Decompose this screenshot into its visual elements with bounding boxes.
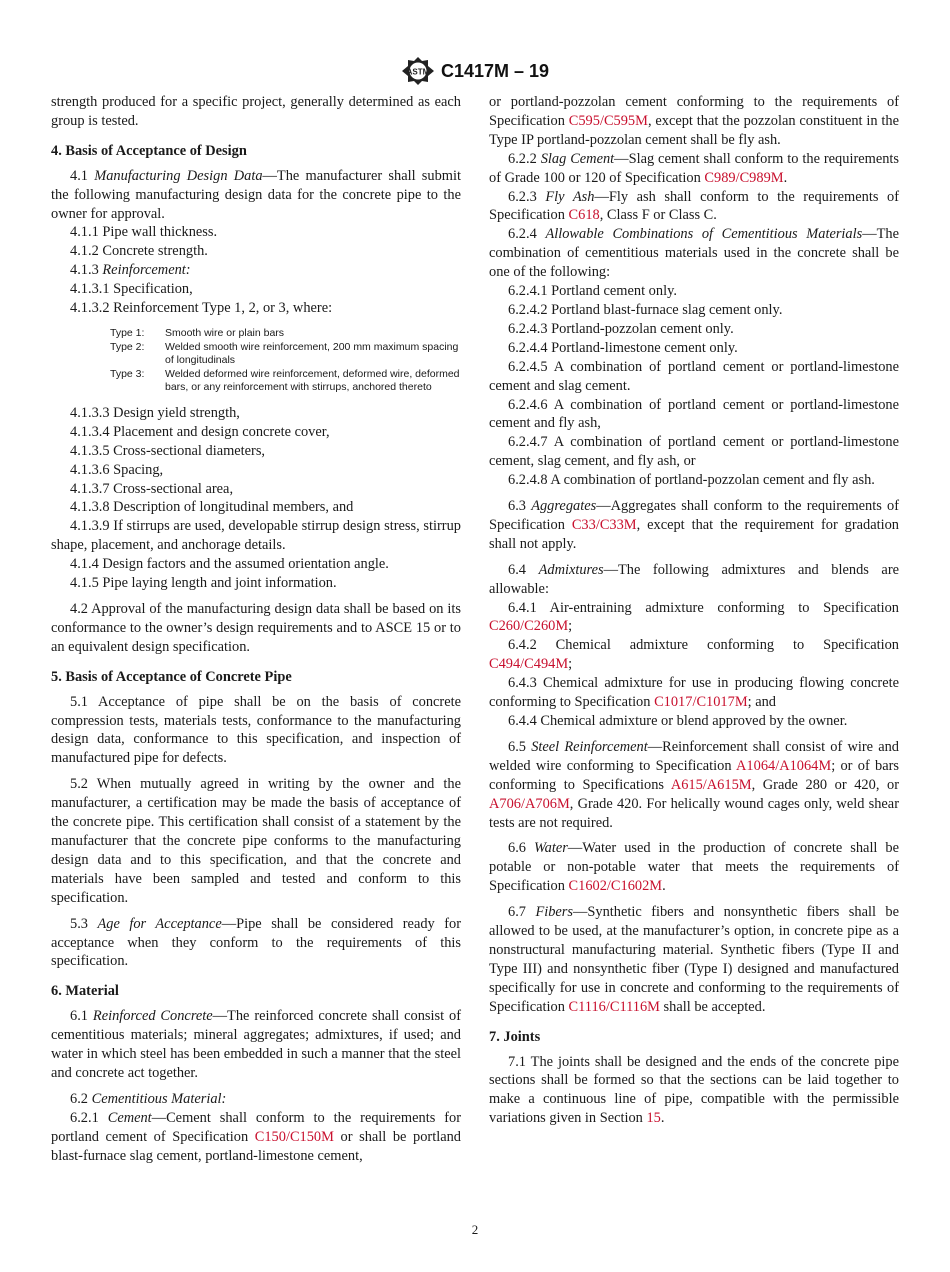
paragraph-6-5: 6.5 Steel Reinforcement—Reinforcement shall consist of wire and welded wire conforming to Specification A1064/A1064M; or of bars conforming to Specifications A615/A615M, Grade 280 or 420, or A706/A706M, Grade 420. For helically wound cages only, weld shear tests are not required.	[489, 738, 899, 831]
item-6-2-4-1: 6.2.4.1 Portland cement only.	[508, 283, 677, 300]
item-6-4-2: 6.4.2 Chemical admixture conforming to Specification C494/C494M;	[489, 637, 899, 673]
reference-link[interactable]: A706/A706M	[489, 795, 570, 812]
reference-link[interactable]: 15	[646, 1110, 661, 1127]
section-7-heading: 7. Joints	[489, 1028, 541, 1045]
section-6-heading: 6. Material	[51, 983, 119, 1000]
item-4-1-3-9: 4.1.3.9 If stirrups are used, developable stirrup design stress, stirrup shape, placement, and anchorage details.	[51, 518, 461, 554]
paragraph-6-7: 6.7 Fibers—Synthetic fibers and nonsynthetic fibers shall be allowed to be used, at the manufacturer’s option, in concrete pipe as a nonstructural manufacturing material. Synthetic fibers (Type II and Type III) and nonsynthetic fiber (Type I) designed and manufactured specifically for use in concrete and conforming to the requirements of Specification C1116/C1116M shall be accepted.	[489, 904, 899, 1015]
paragraph-5-1: 5.1 Acceptance of pipe shall be on the basis of concrete compression tests, materials tests, conformance to the manufacturing design data, conformance to this specification, and inspection of manufactured pipe for defects.	[51, 693, 461, 767]
standard-designation: C1417M – 19	[440, 60, 550, 81]
item-4-1-3-1: 4.1.3.1 Specification,	[70, 281, 193, 298]
reference-link[interactable]: C1017/C1017M	[654, 694, 748, 711]
item-6-2-4-3: 6.2.4.3 Portland-pozzolan cement only.	[508, 320, 734, 337]
item-4-1-3-5: 4.1.3.5 Cross-sectional diameters,	[70, 442, 266, 459]
left-column	[51, 93, 461, 1165]
item-6-2-4-4: 6.2.4.4 Portland-limestone cement only.	[508, 339, 738, 356]
item-6-2-4-6: 6.2.4.6 A combination of portland cement or portland-limestone cement and fly ash,	[489, 396, 899, 432]
paragraph-6-2-2: 6.2.2 Slag Cement—Slag cement shall conform to the requirements of Grade 100 or 120 of Specification C989/C989M.	[489, 150, 899, 186]
item-6-4-3: 6.4.3 Chemical admixture for use in producing flowing concrete conforming to Specification C1017/C1017M; and	[489, 675, 899, 711]
reference-link[interactable]: C494/C494M	[489, 656, 569, 673]
paragraph-7-1: 7.1 The joints shall be designed and the ends of the concrete pipe sections shall be formed so that the sections can be laid together to make a continuous line of pipe, compatible with the permissible variations given in Section 15.	[489, 1053, 899, 1127]
reference-link[interactable]: C1116/C1116M	[568, 998, 660, 1015]
item-4-1-3-8: 4.1.3.8 Description of longitudinal members, and	[70, 499, 354, 516]
paragraph-continued: or portland-pozzolan cement conforming to the requirements of Specification C595/C595M, except that the pozzolan constituent in the Type IP portland-pozzolan cement shall be fly ash.	[489, 94, 899, 148]
item-4-1-3-4: 4.1.3.4 Placement and design concrete cover,	[70, 423, 330, 440]
paragraph-continued: strength produced for a specific project, generally determined as each group is tested.	[51, 94, 461, 129]
paragraph-6-6: 6.6 Water—Water used in the production of concrete shall be potable or non-potable water that meets the requirements of Specification C1602/C1602M.	[489, 840, 899, 895]
item-6-2-4-5: 6.2.4.5 A combination of portland cement or portland-limestone cement and slag cement.	[489, 358, 899, 394]
reference-link[interactable]: C618	[568, 207, 600, 224]
paragraph-5-2: 5.2 When mutually agreed in writing by the owner and the manufacturer, a certification may be made the basis of acceptance of the concrete pipe. This certification shall consist of a statement by the manufacturer that the concrete pipe conforms to the manufacturing design data and to this specification, and that the concrete and materials have been sampled and tested and conform to this specification.	[51, 776, 461, 906]
type-description: Smooth wire or plain bars	[165, 326, 285, 339]
reference-link[interactable]: C33/C33M	[571, 516, 637, 533]
type-row	[110, 341, 461, 368]
item-4-1-5: 4.1.5 Pipe laying length and joint information.	[70, 575, 337, 592]
reference-link[interactable]: A1064/A1064M	[736, 757, 832, 774]
item-4-1-3-2: 4.1.3.2 Reinforcement Type 1, 2, or 3, where:	[70, 300, 333, 317]
section-4-heading: 4. Basis of Acceptance of Design	[51, 142, 247, 159]
page-header	[0, 56, 950, 86]
paragraph-5-3: 5.3 Age for Acceptance—Pipe shall be considered ready for acceptance when they conform to the requirements of this specification.	[51, 915, 461, 970]
paragraph-6-4: 6.4 Admixtures—The following admixtures and blends are allowable:	[489, 561, 899, 597]
reference-link[interactable]: C150/C150M	[254, 1128, 334, 1145]
item-6-4-1: 6.4.1 Air-entraining admixture conforming to Specification C260/C260M;	[489, 599, 899, 635]
item-4-1-3-7: 4.1.3.7 Cross-sectional area,	[70, 480, 234, 497]
item-4-1-3-6: 4.1.3.6 Spacing,	[70, 461, 164, 478]
item-6-2-4-8: 6.2.4.8 A combination of portland-pozzolan cement and fly ash.	[508, 472, 875, 489]
paragraph-4-2: 4.2 Approval of the manufacturing design data shall be based on its conformance to the owner’s design requirements and to ASCE 15 or to an equivalent design specification.	[51, 601, 461, 655]
paragraph-4-1: 4.1 Manufacturing Design Data—The manufacturer shall submit the following manufacturing design data for the concrete pipe to the owner for approval.	[51, 167, 461, 222]
item-4-1-3-3: 4.1.3.3 Design yield strength,	[70, 404, 240, 421]
type-label: Type 2:	[110, 340, 145, 353]
item-4-1-3: 4.1.3 Reinforcement:	[70, 262, 191, 279]
paragraph-6-2-3: 6.2.3 Fly Ash—Fly ash shall conform to the requirements of Specification C618, Class F or Class C.	[489, 188, 899, 224]
right-column	[489, 93, 899, 1128]
item-6-4-4: 6.4.4 Chemical admixture or blend approved by the owner.	[508, 713, 848, 729]
item-4-1-2: 4.1.2 Concrete strength.	[70, 243, 208, 260]
type-description: Welded smooth wire reinforcement, 200 mm maximum spacing of longitudinals	[165, 340, 459, 367]
type-row	[110, 327, 461, 341]
reference-link[interactable]: C260/C260M	[489, 618, 569, 635]
paragraph-6-3: 6.3 Aggregates—Aggregates shall conform to the requirements of Specification C33/C33M, except that the requirement for gradation shall not apply.	[489, 498, 899, 552]
reinforcement-types-list	[110, 327, 461, 395]
type-label: Type 1:	[110, 326, 145, 339]
page-number: 2	[471, 1222, 479, 1237]
type-description: Welded deformed wire reinforcement, deformed wire, deformed bars, or any reinforcement with stirrups, anchored thereto	[165, 367, 460, 394]
item-4-1-4: 4.1.4 Design factors and the assumed orientation angle.	[70, 556, 389, 573]
paragraph-6-2-1: 6.2.1 Cement—Cement shall conform to the requirements for portland cement of Specification C150/C150M or shall be portland blast-furnace slag cement, portland-limestone cement,	[51, 1109, 461, 1164]
section-5-heading: 5. Basis of Acceptance of Concrete Pipe	[51, 668, 292, 685]
type-label: Type 3:	[110, 367, 145, 380]
item-4-1-1: 4.1.1 Pipe wall thickness.	[70, 224, 218, 241]
item-6-2-4-7: 6.2.4.7 A combination of portland cement or portland-limestone cement, slag cement, and fly ash, or	[489, 434, 899, 470]
reference-link[interactable]: A615/A615M	[670, 776, 752, 793]
paragraph-6-2: 6.2 Cementitious Material:	[70, 1090, 227, 1107]
reference-link[interactable]: C989/C989M	[704, 169, 784, 186]
paragraph-6-1: 6.1 Reinforced Concrete—The reinforced concrete shall consist of cementitious materials; mineral aggregates; admixtures, if used; and water in which steel has been embedded in such a manner that the steel and concrete act together.	[51, 1008, 461, 1081]
type-row	[110, 368, 461, 395]
reference-link[interactable]: C1602/C1602M	[568, 878, 663, 895]
item-6-2-4-2: 6.2.4.2 Portland blast-furnace slag cement only.	[508, 301, 783, 318]
svg-text:ASTM: ASTM	[406, 67, 430, 77]
reference-link[interactable]: C595/C595M	[568, 112, 648, 129]
astm-logo-icon	[401, 56, 435, 86]
paragraph-6-2-4: 6.2.4 Allowable Combinations of Cementitious Materials—The combination of cementitious materials used in the concrete shall be one of the following:	[489, 226, 899, 281]
